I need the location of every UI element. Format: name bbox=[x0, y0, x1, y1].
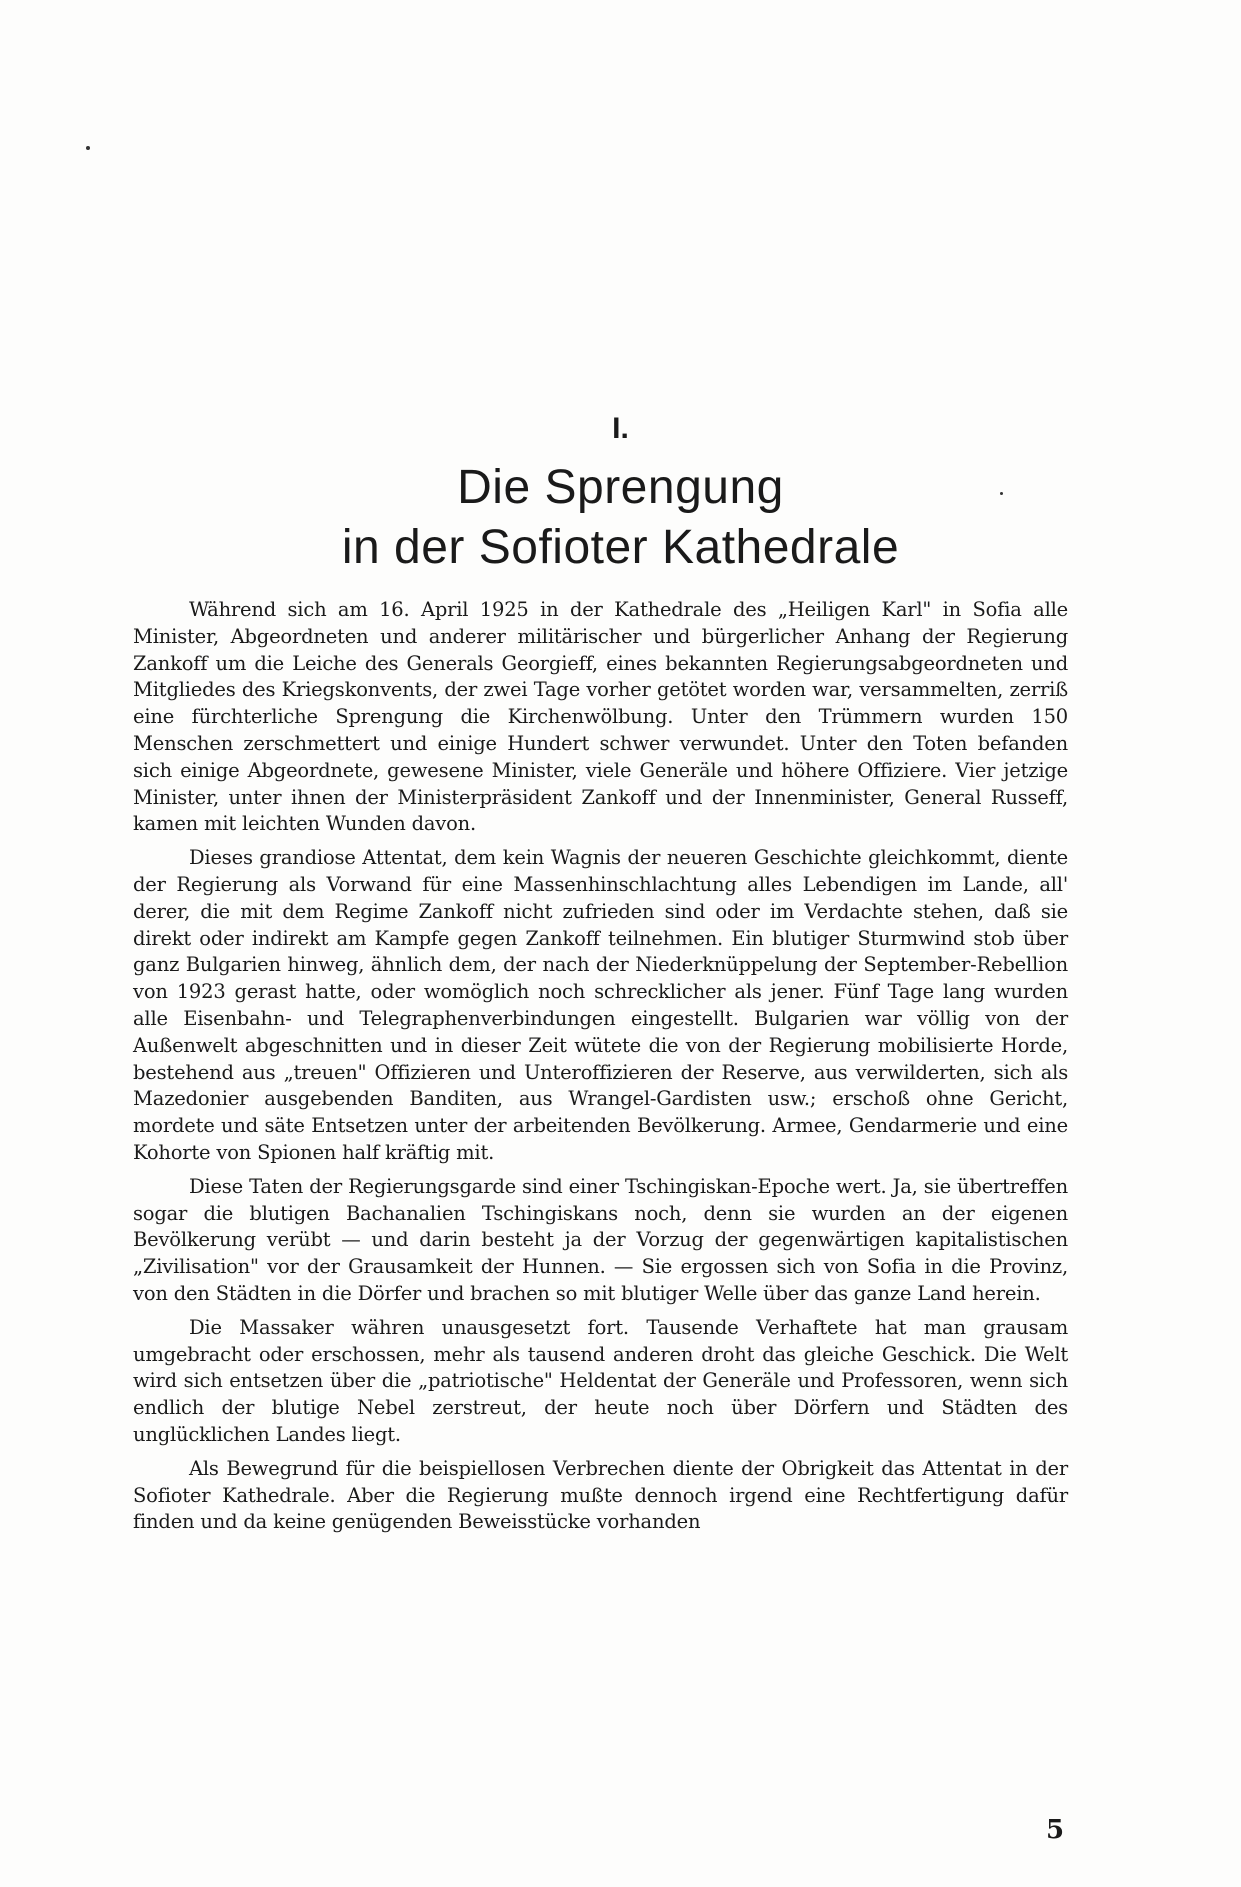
chapter-title-line-1: Die Sprengung bbox=[457, 461, 784, 514]
chapter-number: I. bbox=[612, 412, 629, 445]
scan-speck bbox=[86, 146, 90, 150]
chapter-title bbox=[0, 458, 1241, 578]
chapter-title-line-2: in der Sofioter Kathedrale bbox=[341, 521, 900, 574]
body-text bbox=[133, 597, 1068, 1543]
paragraph-1: Während sich am 16. April 1925 in der Kathedrale des „Heiligen Karl" in Sofia alle Minister, Abgeordneten und anderer militärischer und bürgerlicher Anhang der Regierung Zankoff um die Leiche des Generals Georgieff, eines bekannten Regierungsabgeordneten und Mitgliedes des Kriegskonvents, der zwei Tage vorher getötet worden war, versammelten, zerriß eine fürchterliche Sprengung die Kirchenwölbung. Unter den Trümmern wurden 150 Menschen zerschmettert und einige Hundert schwer verwundet. Unter den Toten befanden sich einige Abgeordnete, gewesene Minister, viele Generäle und höhere Offiziere. Vier jetzige Minister, unter ihnen der Ministerpräsident Zankoff und der Innenminister, General Russeff, kamen mit leichten Wunden davon. bbox=[133, 598, 1068, 836]
page-number: 5 bbox=[1046, 1815, 1065, 1845]
paragraph-4: Die Massaker währen unausgesetzt fort. Tausende Verhaftete hat man grausam umgebracht oder erschossen, mehr als tausend anderen droht das gleiche Geschick. Die Welt wird sich entsetzen über die „patriotische" Heldentat der Generäle und Professoren, wenn sich endlich der blutige Nebel zerstreut, der heute noch über Dörfern und Städten des unglücklichen Landes liegt. bbox=[133, 1315, 1068, 1446]
paragraph-2: Dieses grandiose Attentat, dem kein Wagnis der neueren Geschichte gleichkommt, diente der Regierung als Vorwand für eine Massenhinschlachtung alles Lebendigen im Lande, all' derer, die mit dem Regime Zankoff nicht zufrieden sind oder im Verdachte stehen, daß sie direkt oder indirekt am Kampfe gegen Zankoff teilnehmen. Ein blutiger Sturmwind stob über ganz Bulgarien hinweg, ähnlich dem, der nach der Niederknüppelung der September-Rebellion von 1923 gerast hatte, oder womöglich noch schrecklicher als jener. Fünf Tage lang wurden alle Eisenbahn- und Telegraphenverbindungen eingestellt. Bulgarien war völlig von der Außenwelt abgeschnitten und in dieser Zeit wütete die von der Regierung mobilisierte Horde, bestehend aus „treuen" Offizieren und Unteroffizieren der Reserve, aus verwilderten, sich als Mazedonier ausgebenden Banditen, aus Wrangel-Gardisten usw.; erschoß ohne Gericht, mordete und säte Entsetzen unter der arbeitenden Bevölkerung. Armee, Gendarmerie und eine Kohorte von Spionen half kräftig mit. bbox=[133, 846, 1068, 1164]
paragraph-5: Als Bewegrund für die beispiellosen Verbrechen diente der Obrigkeit das Attentat in der Sofioter Kathedrale. Aber die Regierung mußte dennoch irgend eine Rechtfertigung dafür finden und da keine genügenden Beweisstücke vorhanden bbox=[133, 1456, 1068, 1534]
paragraph-3: Diese Taten der Regierungsgarde sind einer Tschingiskan-Epoche wert. Ja, sie übertreffen sogar die blutigen Bachanalien Tschingiskans noch, denn sie wurden an der eigenen Bevölkerung verübt — und darin besteht ja der Vorzug der gegenwärtigen kapitalistischen „Zivilisation" vor der Grausamkeit der Hunnen. — Sie ergossen sich von Sofia in die Provinz, von den Städten in die Dörfer und brachen so mit blutiger Welle über das ganze Land herein. bbox=[133, 1174, 1068, 1305]
